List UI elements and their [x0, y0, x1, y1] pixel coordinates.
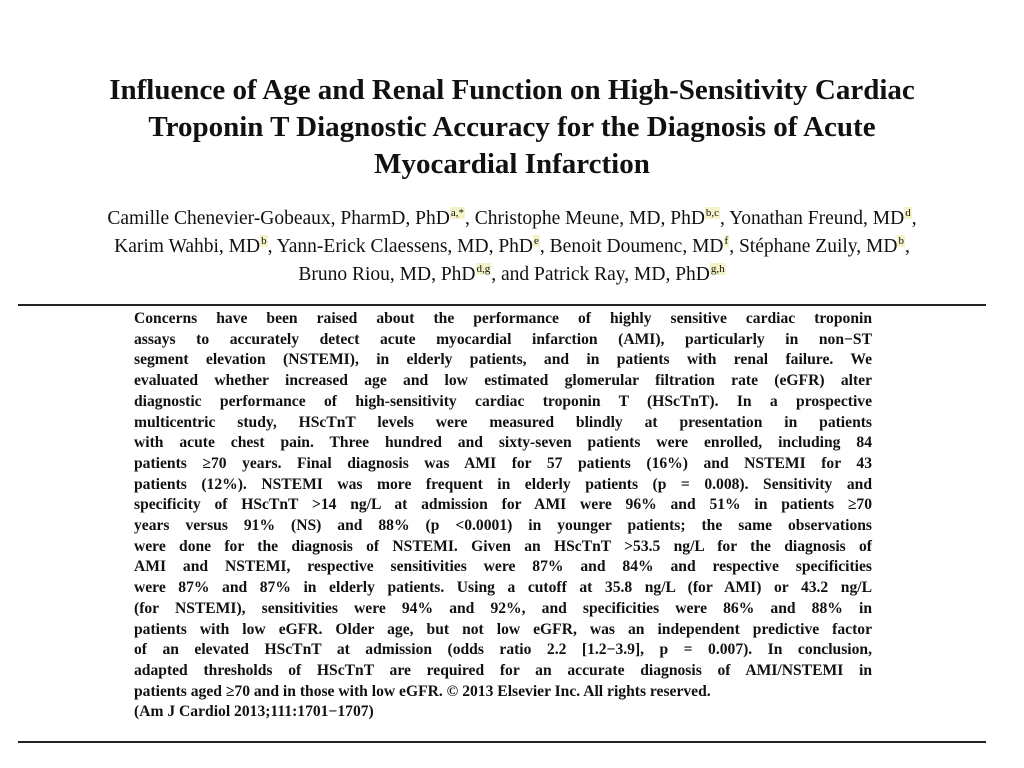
author-affiliation[interactable]: a,* — [450, 207, 464, 219]
top-rule — [18, 304, 986, 306]
abstract-line: were 87% and 87% in elderly patients. Using a cutoff at 35.8 ng/L (for AMI) or 43.2 ng/L — [134, 579, 872, 597]
abstract-line: specificity of HScTnT >14 ng/L at admission for AMI were 96% and 51% in patients ≥70 — [134, 496, 872, 514]
title-line: Influence of Age and Renal Function on High-Sensitivity Cardiac — [109, 74, 915, 106]
citation-line: (Am J Cardiol 2013;111:1701−1707) — [134, 703, 374, 721]
abstract-line: with acute chest pain. Three hundred and sixty-seven patients were enrolled, including 84 — [134, 434, 872, 452]
bottom-rule — [18, 741, 986, 743]
author-name: Karim Wahbi, MD — [114, 236, 261, 257]
author-name: Camille Chenevier-Gobeaux, PharmD, PhD — [107, 208, 450, 229]
abstract-line: were done for the diagnosis of NSTEMI. Given an HScTnT >53.5 ng/L for the diagnosis of — [134, 537, 872, 555]
abstract-line: evaluated whether increased age and low estimated glomerular filtration rate (eGFR) alter — [134, 372, 872, 390]
abstract-line: years versus 91% (NS) and 88% (p <0.0001) in younger patients; the same observations — [134, 517, 872, 535]
author-name: Yann-Erick Claessens, MD, PhD — [276, 236, 534, 257]
abstract-line: diagnostic performance of high-sensitivity cardiac troponin T (HScTnT). In a prospective — [134, 392, 872, 410]
abstract-line: Concerns have been raised about the performance of highly sensitive cardiac troponin — [134, 310, 872, 327]
author-name: Bruno Riou, MD, PhD — [298, 264, 476, 285]
paper-title — [20, 72, 1004, 183]
author-name: Christophe Meune, MD, PhD — [474, 208, 705, 229]
author-affiliation[interactable]: d,g — [476, 263, 491, 275]
author-name: Patrick Ray, MD, PhD — [534, 264, 710, 285]
author-name: Stéphane Zuily, MD — [738, 236, 898, 257]
abstract-line: AMI and NSTEMI, respective sensitivities were 87% and 84% and respective specificities — [134, 558, 872, 576]
author-affiliation[interactable]: e — [534, 235, 539, 247]
title-line: Troponin T Diagnostic Accuracy for the Diagnosis of Acute — [148, 111, 876, 143]
author-line: Bruno Riou, MD, PhD$^{d,g}$, and Patrick Ray, MD, PhD$^{g,h}$ — [298, 263, 725, 285]
abstract — [134, 309, 872, 723]
author-affiliation[interactable]: b,c — [705, 207, 720, 219]
abstract-line: patients with low eGFR. Older age, but not low eGFR, was an independent predictive factor — [134, 620, 872, 638]
author-name: Yonathan Freund, MD — [729, 208, 905, 229]
abstract-line: assays to accurately detect acute myocardial infarction (AMI), particularly in non−ST — [134, 330, 872, 348]
author-affiliation[interactable]: f — [724, 235, 729, 247]
abstract-line: of an elevated HScTnT at admission (odds ratio 2.2 [1.2−3.9], p = 0.007). In conclusion, — [134, 641, 872, 659]
abstract-line: patients (12%). NSTEMI was more frequent in elderly patients (p = 0.008). Sensitivity and — [134, 475, 872, 493]
abstract-line: (for NSTEMI), sensitivities were 94% and 92%, and specificities were 86% and 88% in — [134, 599, 872, 617]
author-affiliation[interactable]: b — [261, 235, 267, 247]
title-line: Myocardial Infarction — [374, 148, 650, 180]
abstract-line: patients ≥70 years. Final diagnosis was AMI for 57 patients (16%) and NSTEMI for 43 — [134, 454, 872, 472]
abstract-line: segment elevation (NSTEMI), in elderly patients, and in patients with renal failure. We — [134, 351, 872, 369]
abstract-line: adapted thresholds of HScTnT are required for an accurate diagnosis of AMI/NSTEMI in — [134, 661, 872, 679]
author-affiliation[interactable]: d — [905, 207, 911, 219]
abstract-line: patients aged ≥70 and in those with low eGFR. © 2013 Elsevier Inc. All rights reserved. — [134, 682, 711, 700]
author-affiliation[interactable]: b — [898, 235, 904, 247]
author-name: Benoit Doumenc, MD — [549, 236, 724, 257]
author-list — [10, 205, 1014, 289]
author-line: Karim Wahbi, $MD^b$, Yann-Erick Claessens, MD, PhD$^e$, Benoit Doumenc, $MD^f$, Stéphane Zuily, $MD^b$, — [114, 235, 910, 257]
author-affiliation[interactable]: g,h — [710, 263, 725, 275]
author-line: Camille Chenevier-Gobeaux, PharmD, PhD$^{a,*}$, Christophe Meune, MD, PhD$^{b,c}$, Yonathan Freund, $MD^d$, — [107, 207, 917, 229]
abstract-line: multicentric study, HScTnT levels were measured blindly at presentation in patients — [134, 413, 872, 431]
